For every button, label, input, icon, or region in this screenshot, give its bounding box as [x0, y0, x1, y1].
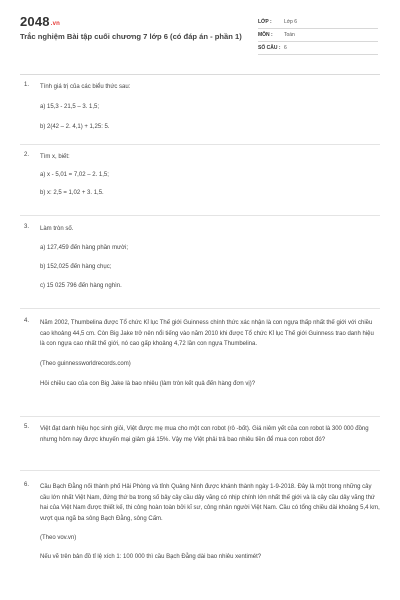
- question-number: 3.: [24, 224, 30, 230]
- question-number: 1.: [24, 82, 30, 88]
- question-text: Việt đạt danh hiệu học sinh giỏi, Việt được mẹ mua cho một con robot (rô -bốt). Giá niêm yết của con robot là 300 000 đồng nhưng hôm nay được khuyến mại giảm giá 15%. Vậy mẹ Việt phải trả bao nhiêu tiền để mua con robot đó?: [40, 426, 369, 443]
- question-body: [40, 224, 380, 291]
- question-divider: [20, 308, 380, 309]
- question-3: [20, 224, 380, 291]
- meta-label: LỚP :: [258, 19, 272, 25]
- question-option: b) x: 2,5 = 1,02 + 3. 1,5.: [40, 190, 104, 196]
- document-header: [0, 0, 400, 62]
- question-body: [40, 152, 380, 198]
- question-option: a) 127,459 đến hàng phần mười;: [40, 245, 129, 251]
- question-text: Tìm x, biết:: [40, 154, 70, 160]
- question-number: 4.: [24, 318, 30, 324]
- question-5: [20, 424, 380, 445]
- question-text: Năm 2002, Thumbelina được Tổ chức Kỉ lục Thế giới Guinness chính thức xác nhận là con ngựa thấp nhất thế giới với chiều cao khoảng 44,5 cm. Còn Big Jake trở nên nổi tiếng vào năm 2010 khi được Tổ chức Kỉ lục Thế giới Guinness trao danh hiệu là con ngựa cao nhất thế giới, nó cao gấp khoảng 4,72 lần con ngựa Thumbelina.: [40, 320, 374, 347]
- question-number: 2.: [24, 152, 30, 158]
- meta-row-subject: [258, 29, 378, 42]
- question-2: [20, 152, 380, 198]
- question-ask: Nếu vẽ trên bản đồ tỉ lệ xích 1: 100 000 thì cầu Bạch Đằng dài bao nhiêu xentimét?: [40, 554, 262, 560]
- meta-label: SỐ CÂU :: [258, 45, 281, 51]
- meta-label: MÔN :: [258, 32, 273, 38]
- logo-main: 2048: [20, 14, 50, 29]
- meta-value: Toán: [284, 32, 295, 38]
- question-divider: [20, 416, 380, 417]
- question-body: [40, 318, 380, 389]
- question-body: [40, 424, 380, 445]
- site-logo[interactable]: [20, 14, 60, 29]
- meta-row-class: [258, 16, 378, 29]
- question-text: Tính giá trị của các biểu thức sau:: [40, 84, 131, 90]
- meta-value: Lớp 6: [284, 19, 298, 25]
- question-body: [40, 482, 380, 562]
- question-option: a) 15,3 - 21,5 – 3. 1,5;: [40, 104, 100, 110]
- question-source: (Theo vov.vn): [40, 535, 77, 541]
- header-divider: [20, 74, 380, 75]
- question-option: b) 2(42 – 2. 4,1) + 1,25: 5.: [40, 124, 110, 130]
- question-body: [40, 82, 380, 132]
- question-number: 5.: [24, 424, 30, 430]
- page-title: Trắc nghiệm Bài tập cuối chương 7 lớp 6 (có đáp án - phần 1): [20, 32, 242, 41]
- question-ask: Hỏi chiều cao của con Big Jake là bao nhiêu (làm tròn kết quả đến hàng đơn vị)?: [40, 380, 256, 387]
- question-text: Cầu Bạch Đằng nối thành phố Hải Phòng và tỉnh Quảng Ninh được khánh thành ngày 1-9-2018. Đây là một trong những cây cầu lớn nhất Việt Nam, đứng thứ ba trong số bảy cây cầu dây văng có nhịp chính lớn nhất thế giới và là cây cầu dây văng thứ hai của Việt Nam được thiết kế, thi công hoàn toàn bởi kĩ sư, công nhân người Việt Nam. Cầu có tổng chiều dài khoảng 5,4 km, vượt qua ngã ba sông Bạch Đằng, sông Cấm.: [40, 484, 380, 522]
- question-divider: [20, 470, 380, 471]
- question-source: (Theo guinnessworldrecords.com): [40, 360, 131, 367]
- meta-value: 6: [284, 45, 287, 51]
- question-option: c) 15 025 796 đến hàng nghìn.: [40, 283, 122, 289]
- question-4: [20, 318, 380, 389]
- question-divider: [20, 215, 380, 216]
- question-1: [20, 82, 380, 132]
- question-divider: [20, 144, 380, 145]
- question-number: 6.: [24, 482, 30, 488]
- meta-row-count: [258, 42, 378, 55]
- question-option: b) 152,025 đến hàng chục;: [40, 264, 112, 270]
- logo-tld: .vn: [50, 21, 61, 27]
- question-option: a) x - 5,01 = 7,02 – 2. 1,5;: [40, 172, 109, 178]
- question-text: Làm tròn số.: [40, 226, 74, 232]
- meta-info-table: [258, 16, 378, 55]
- question-6: [20, 482, 380, 562]
